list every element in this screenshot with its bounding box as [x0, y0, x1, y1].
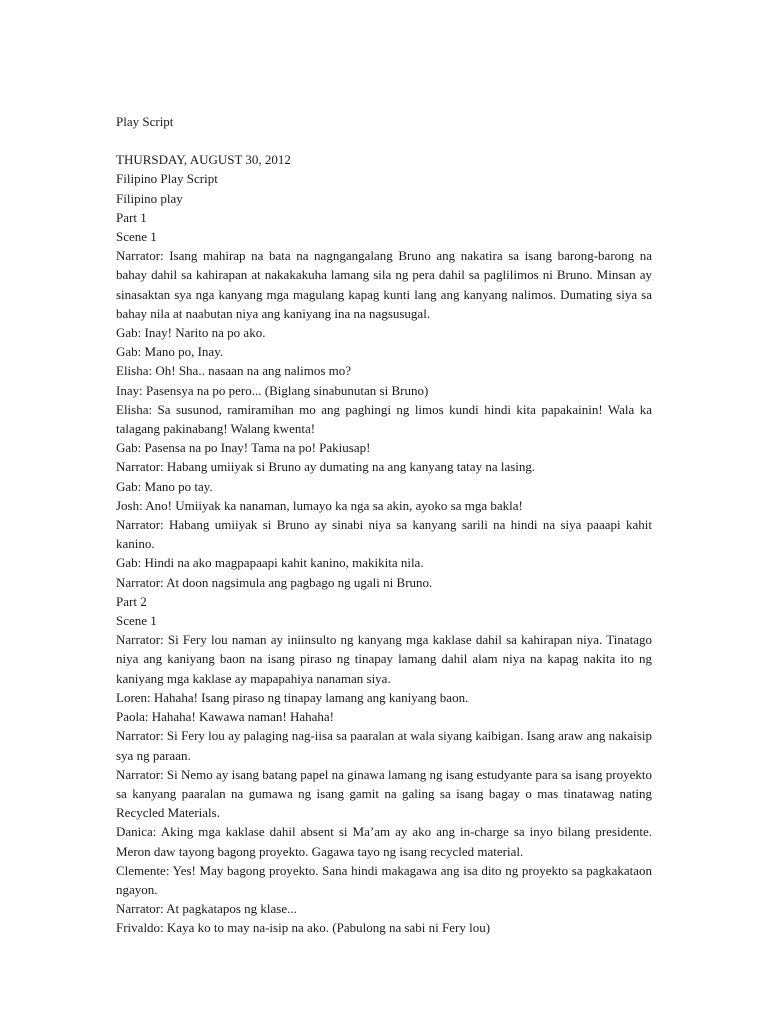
script-line: Elisha: Sa susunod, ramiramihan mo ang paghingi ng limos kundi hindi kita papakainin! Wala ka talagang pakinabang! Walang kwenta! [116, 401, 652, 437]
script-line: Gab: Mano po, Inay. [116, 344, 224, 360]
part2-lines [116, 630, 652, 937]
script-line: Gab: Pasensa na po Inay! Tama na po! Pakiusap! [116, 440, 371, 456]
script-line: Frivaldo: Kaya ko to may na-isip na ako. (Pabulong na sabi ni Fery lou) [116, 920, 491, 936]
script-line: Narrator: Habang umiiyak si Bruno ay dumating na ang kanyang tatay na lasing. [116, 459, 536, 475]
script-line: Inay: Pasensya na po pero... (Biglang sinabunutan si Bruno) [116, 382, 429, 398]
script-line: Clemente: Yes! May bagong proyekto. Sana hindi makagawa ang isa dito ng proyekto sa pagkakataon ngayon. [116, 862, 652, 897]
document-body [116, 112, 652, 938]
script-line: Gab: Mano po tay. [116, 478, 213, 494]
script-line: Narrator: Si Fery lou ay palaging nag-iisa sa paaralan at wala siyang kaibigan. Isang araw ang nakaisip sya ng paraan. [116, 728, 652, 763]
scene-label: Scene 1 [116, 613, 157, 629]
script-line: Josh: Ano! Umiiyak ka nanaman, lumayo ka nga sa akin, ayoko sa mga bakla! [116, 497, 523, 513]
script-line: Loren: Hahaha! Isang piraso ng tinapay lamang ang kaniyang baon. [116, 689, 469, 705]
scene-label: Scene 1 [116, 229, 157, 245]
script-line: Narrator: Si Fery lou naman ay iniinsulto ng kanyang mga kaklase dahil sa kahirapan niya. Tinatago niya ang kaniyang baon na isang piraso ng tinapay lamang dahil alam niya na kapag nakita ito ng kaniyang mga kaklase ay mapapahiya nanaman siya. [116, 632, 652, 686]
part1-lines [116, 246, 652, 592]
document-title: Play Script [116, 114, 174, 129]
script-line: Narrator: Isang mahirap na bata na nagngangalang Bruno ang nakatira sa isang barong-barong na bahay dahil sa kahirapan at nakakakuha lamang sila ng pera dahil sa paglilimos ni Bruno. Minsan ay sinasaktan sya nga kanyang mga magulang kapag kunti lang ang kanyang nalimos. Dumating siya sa bahay nila at naabutan niya ang kaniyang ina na nagsusugal. [116, 248, 652, 321]
script-line: Narrator: Si Nemo ay isang batang papel na ginawa lamang ng isang estudyante para sa isang proyekto sa kanyang paaralan na gumawa ng isang gamit na galing sa isang bagay o mas tinatawag nating Recycled Materials. [116, 766, 652, 821]
script-line: Elisha: Oh! Sha.. nasaan na ang nalimos mo? [116, 363, 352, 379]
script-line: Gab: Inay! Narito na po ako. [116, 325, 266, 341]
script-line: Danica: Aking mga kaklase dahil absent si Ma’am ay ako ang in-charge sa inyo bilang presidente. Meron daw tayong bagong proyekto. Gagawa tayo ng isang recycled material. [116, 824, 652, 859]
part-label: Part 2 [116, 593, 147, 609]
script-line: Narrator: At doon nagsimula ang pagbago ng ugali ni Bruno. [116, 574, 433, 590]
script-line: Narrator: At pagkatapos ng klase... [116, 901, 297, 917]
script-line: Paola: Hahaha! Kawawa naman! Hahaha! [116, 709, 335, 725]
script-line: Gab: Hindi na ako magpapaapi kahit kanino, makikita nila. [116, 555, 424, 571]
post-date: THURSDAY, AUGUST 30, 2012 [116, 152, 291, 168]
post-heading: Filipino Play Script [116, 171, 218, 187]
post-subheading: Filipino play [116, 190, 183, 206]
script-line: Narrator: Habang umiiyak si Bruno ay sinabi niya sa kanyang sarili na hindi na siya paaapi kahit kanino. [116, 517, 652, 552]
part-label: Part 1 [116, 209, 147, 225]
